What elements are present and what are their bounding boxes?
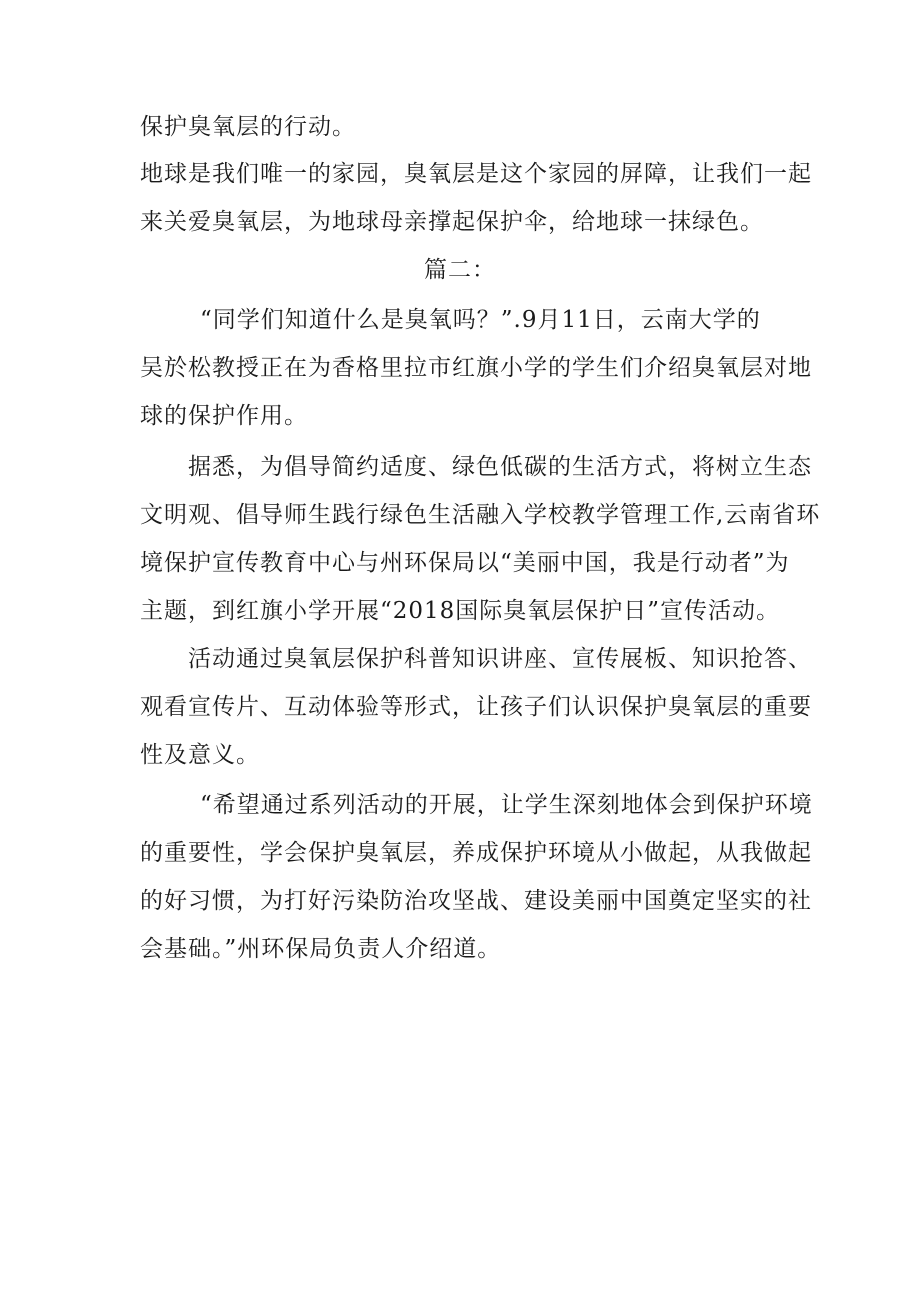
text-line: 文明观、倡导师生践行绿色生活融入学校教学管理工作,云南省环 (140, 502, 821, 528)
text-line: 会基础。”州环保局负责人介绍道。 (140, 936, 502, 962)
text-line: 来关爱臭氧层，为地球母亲撑起保护伞，给地球一抹绿色。 (140, 209, 764, 235)
text-line: 保护臭氧层的行动。 (140, 114, 356, 140)
text-line: 地球是我们唯一的家园，臭氧层是这个家园的屏障，让我们一起 (140, 161, 812, 187)
text-line: 据悉，为倡导简约适度、绿色低碳的生活方式，将树立生态 (188, 454, 812, 480)
text-line: “同学们知道什么是臭氧吗？”.9月11日，云南大学的 (200, 307, 761, 333)
text-line: 主题，到红旗小学开展“2018国际臭氧层保护日”宣传活动。 (140, 598, 781, 624)
text-line: 的好习惯，为打好污染防治攻坚战、建设美丽中国奠定坚实的社 (140, 888, 812, 914)
text-line: 活动通过臭氧层保护科普知识讲座、宣传展板、知识抢答、 (188, 646, 812, 672)
text-line: 境保护宣传教育中心与州环保局以“美丽中国，我是行动者”为 (140, 550, 790, 576)
text-line: 性及意义。 (140, 742, 260, 768)
text-line: “希望通过系列活动的开展，让学生深刻地体会到保护环境 (200, 792, 813, 818)
text-line: 的重要性，学会保护臭氧层，养成保护环境从小做起，从我做起 (140, 840, 812, 866)
text-line: 吴於松教授正在为香格里拉市红旗小学的学生们介绍臭氧层对地 (140, 355, 812, 381)
text-line: 观看宣传片、互动体验等形式，让孩子们认识保护臭氧层的重要 (140, 694, 812, 720)
text-line: 球的保护作用。 (140, 403, 308, 429)
section-heading: 篇二： (424, 257, 496, 283)
